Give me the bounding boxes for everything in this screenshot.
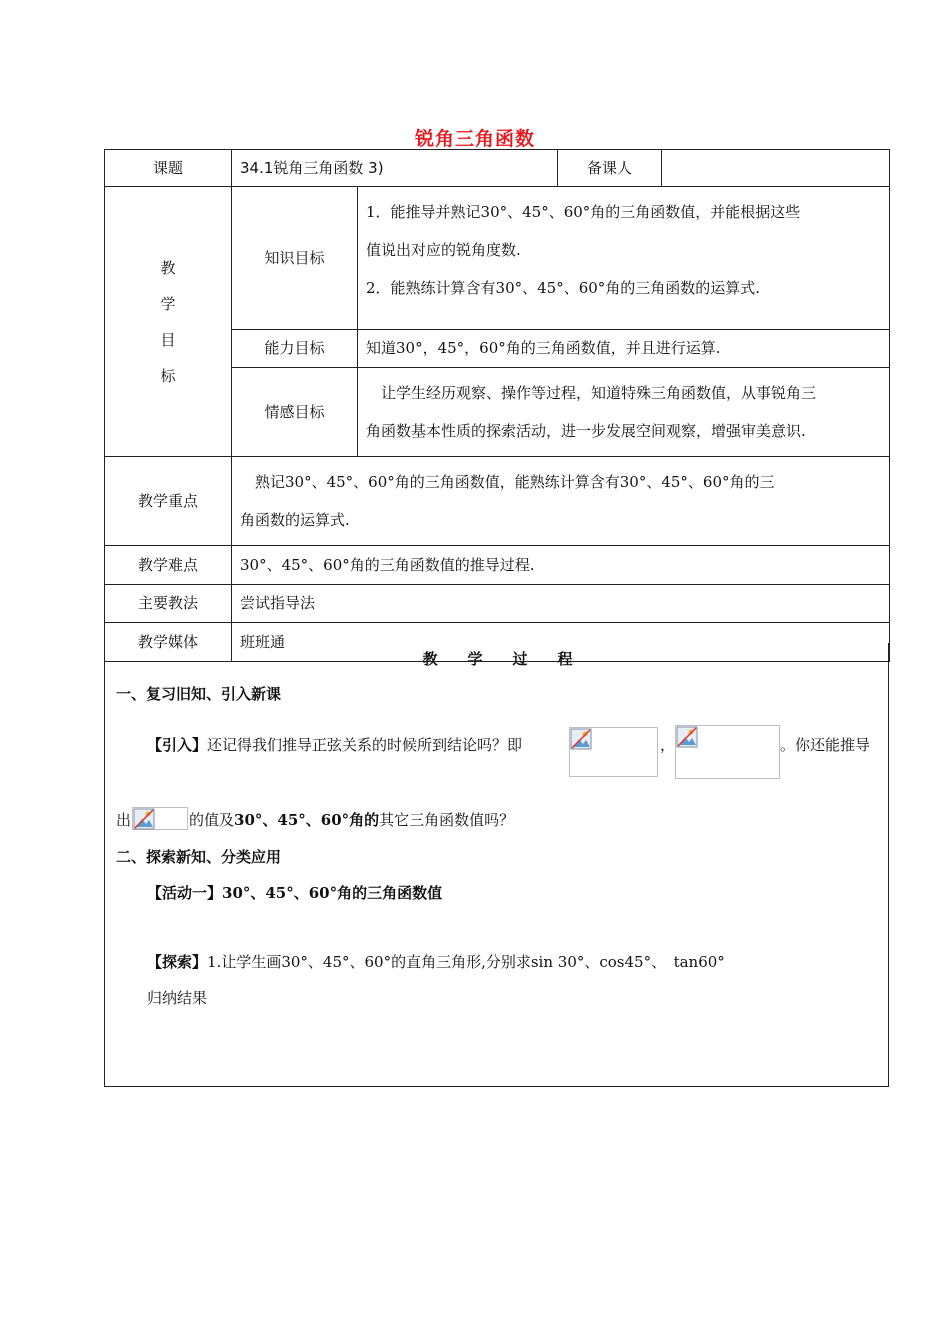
- emotion-objective-text: [358, 368, 890, 457]
- difficulty-label: 教学难点: [105, 546, 232, 585]
- intro-line-2: [189, 809, 514, 830]
- preparer-label: 备课人: [558, 150, 662, 187]
- intro-line-2-tail: 其它三角函数值吗？: [379, 811, 515, 829]
- intro-comma: ，: [660, 736, 676, 754]
- intro-line-2-bold: 30°、45°、60°角的: [234, 811, 380, 829]
- intro-tag: 【引入】: [147, 736, 208, 754]
- explore-paragraph: [147, 951, 725, 972]
- key-point-label: 教学重点: [105, 457, 232, 546]
- intro-line-2-prefix: 出: [116, 811, 132, 829]
- intro-paragraph: [147, 734, 522, 755]
- preparer-value: [662, 150, 890, 187]
- media-text: 班班通: [232, 623, 890, 662]
- method-label: 主要教法: [105, 585, 232, 623]
- emotion-line: 角函数基本性质的探索活动，进一步发展空间观察，增强审美意识.: [366, 422, 806, 440]
- objectives-char-2: 学: [160, 294, 176, 313]
- key-point-line: 熟记30°、45°、60°角的三角函数值，能熟练计算含有30°、45°、60°角的三: [240, 473, 775, 491]
- broken-image-icon: [676, 726, 698, 748]
- formula-image-1: [569, 727, 658, 777]
- lesson-plan-table: [104, 149, 890, 662]
- emotion-line: 让学生经历观察、操作等过程，知道特殊三角函数值，从事锐角三: [366, 384, 817, 402]
- summary-text: 归纳结果: [147, 989, 208, 1007]
- objectives-char-4: 标: [160, 366, 176, 385]
- process-heading: 教 学 过 程: [422, 650, 573, 668]
- objectives-char-1: 教: [160, 258, 176, 277]
- emotion-objective-label: 情感目标: [232, 368, 358, 457]
- topic-value: 34.1锐角三角函数 3): [232, 150, 558, 187]
- key-point-line: 角函数的运算式.: [240, 511, 350, 529]
- broken-image-icon: [570, 728, 592, 750]
- difficulty-text: 30°、45°、60°角的三角函数值的推导过程.: [232, 546, 890, 585]
- knowledge-line: 2．能熟练计算含有30°、45°、60°角的三角函数的运算式.: [366, 279, 761, 297]
- broken-image-icon: [133, 808, 155, 830]
- explore-text: 1.让学生画30°、45°、60°的直角三角形,分别求sin 30°、cos45°、 tan60°: [207, 953, 725, 971]
- method-text: 尝试指导法: [232, 585, 890, 623]
- objectives-char-3: 目: [160, 330, 176, 349]
- key-point-text: [232, 457, 890, 546]
- media-label: 教学媒体: [105, 623, 232, 662]
- knowledge-line: 1．能推导并熟记30°、45°、60°角的三角函数值，并能根据这些: [366, 203, 801, 221]
- teaching-process-section: [104, 643, 889, 1087]
- knowledge-objective-label: 知识目标: [232, 187, 358, 330]
- intro-text: 还记得我们推导正弦关系的时候所到结论吗？即: [207, 736, 523, 754]
- intro-tail: 。你还能推导: [780, 736, 871, 754]
- knowledge-line: 值说出对应的锐角度数.: [366, 241, 521, 259]
- knowledge-objective-text: [358, 187, 890, 330]
- objectives-group-label: [105, 187, 232, 457]
- section-review-heading: 一、复习旧知、引入新课: [116, 685, 282, 703]
- page-title: 锐角三角函数: [414, 128, 535, 150]
- intro-line-2-mid: 的值及: [189, 811, 235, 829]
- activity-one-heading: 【活动一】30°、45°、60°角的三角函数值: [147, 884, 443, 902]
- topic-label: 课题: [105, 150, 232, 187]
- formula-image-3: [132, 807, 188, 830]
- ability-objective-text: 知道30°，45°，60°角的三角函数值，并且进行运算.: [358, 330, 890, 368]
- section-explore-heading: 二、探索新知、分类应用: [116, 848, 282, 866]
- ability-objective-label: 能力目标: [232, 330, 358, 368]
- explore-tag: 【探索】: [147, 953, 208, 971]
- formula-image-2: [675, 725, 780, 779]
